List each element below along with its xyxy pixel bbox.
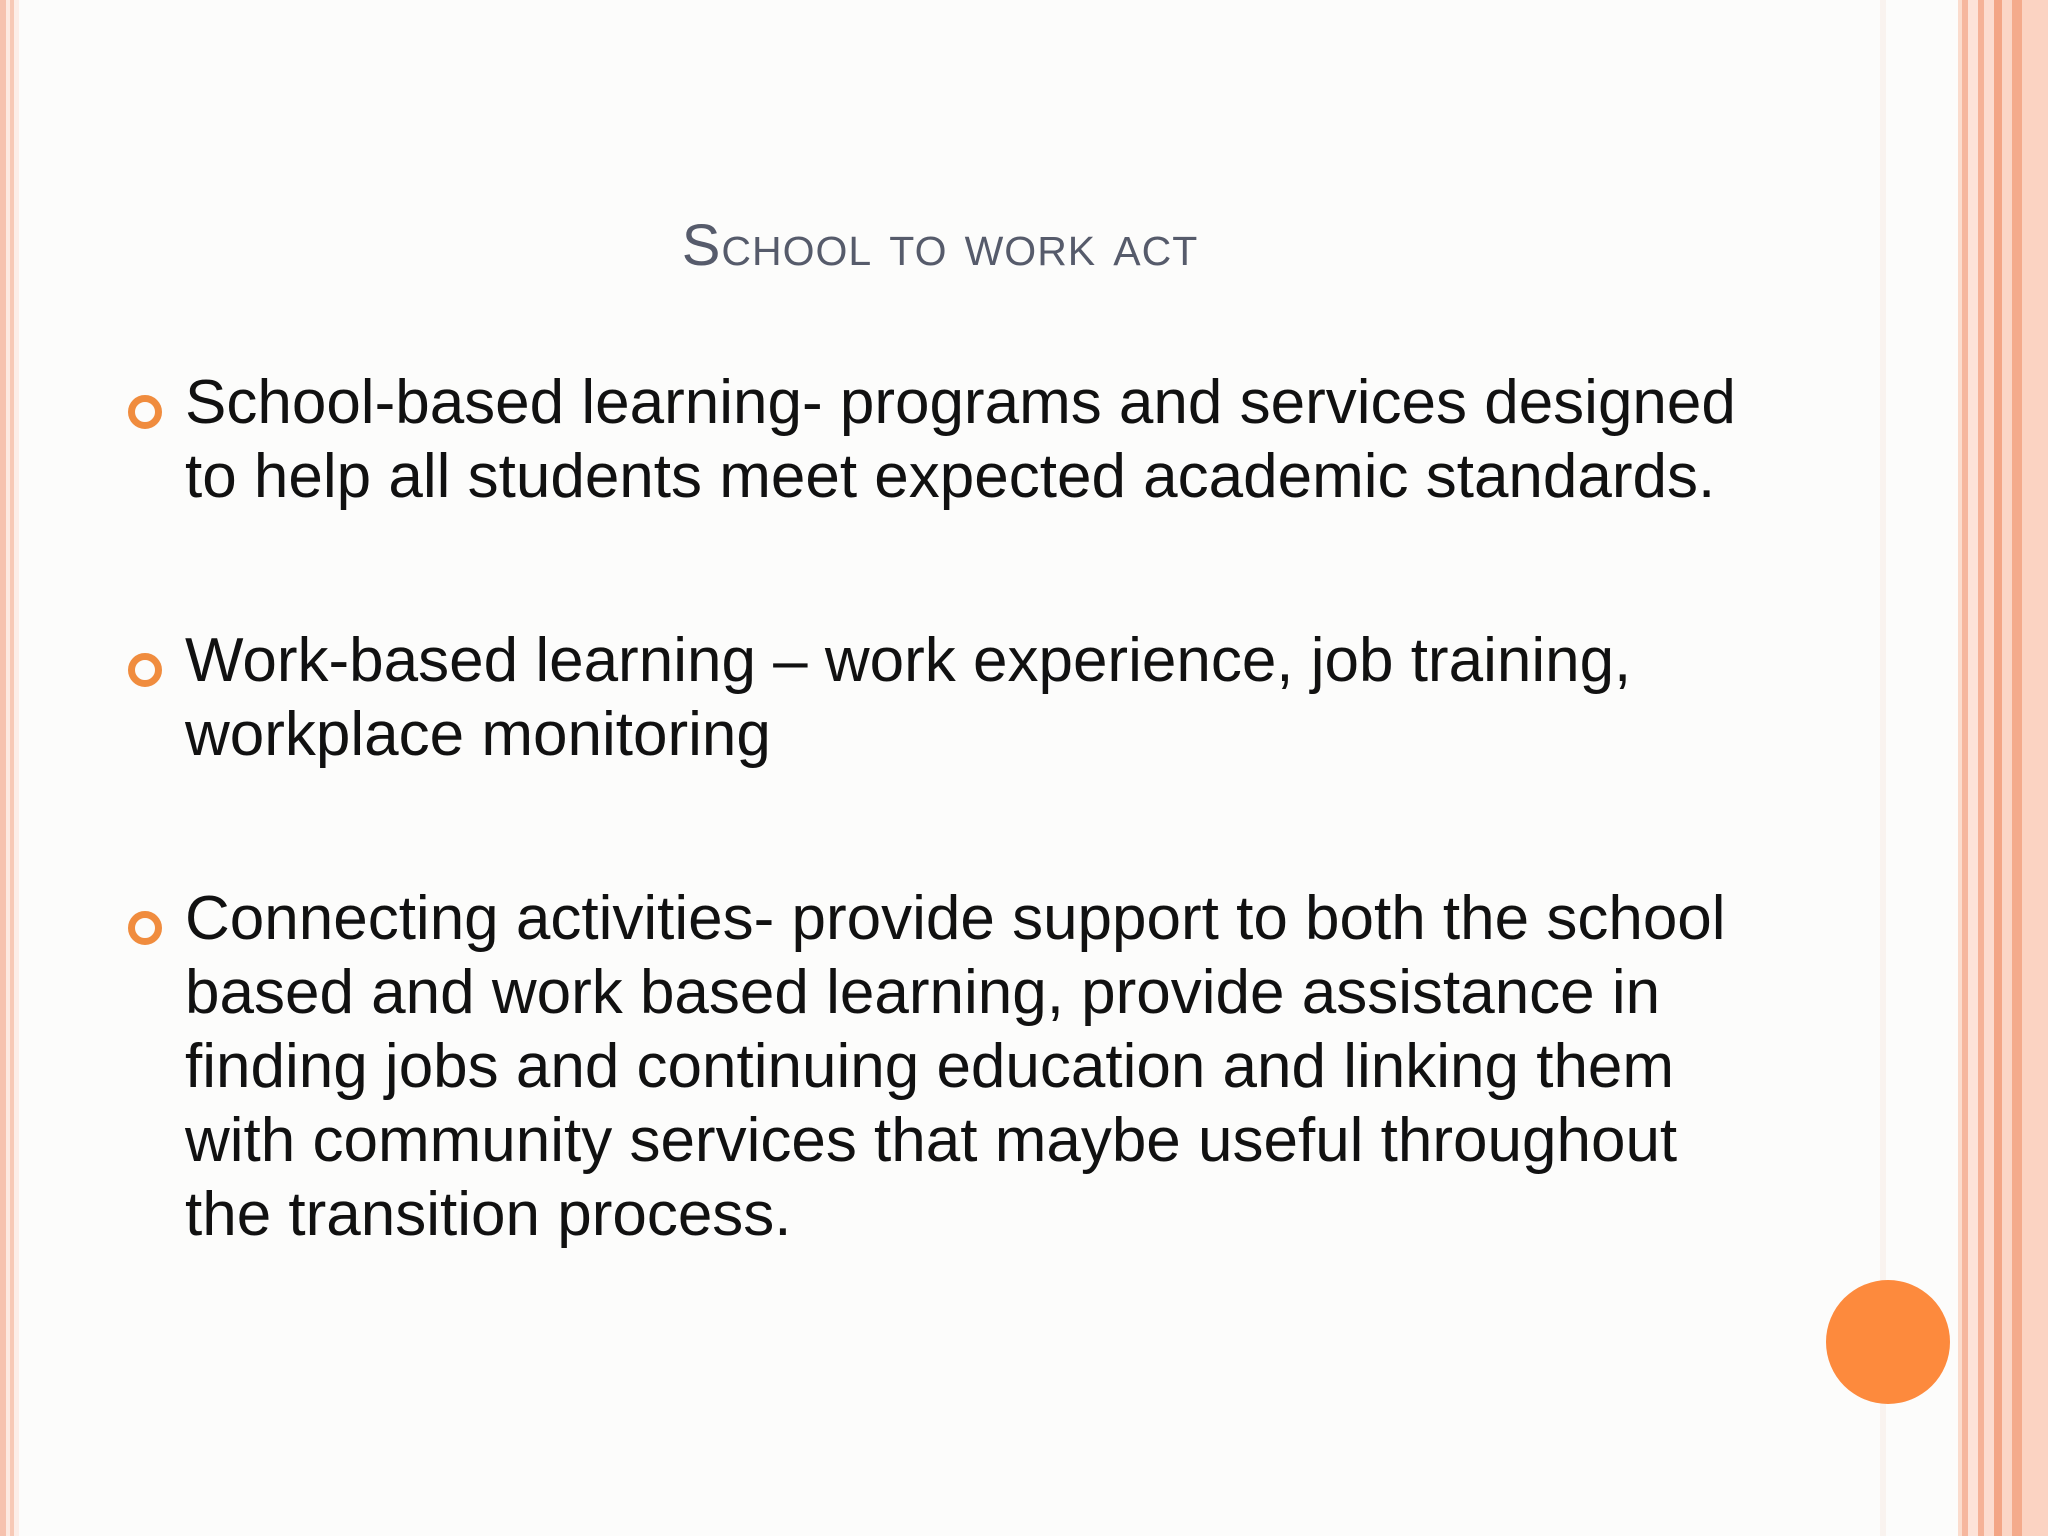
bullet-item	[120, 624, 1760, 772]
bullet-item	[120, 366, 1760, 514]
orange-circle-decoration	[1826, 1280, 1950, 1404]
slide-title: School to work act	[681, 213, 1199, 278]
right-frame-stripe	[1994, 0, 2002, 1536]
bullet-text: Connecting activities- provide support to both the school based and work based learning, provide assistance in finding jobs and continuing education and linking them with community services that maybe useful throughout the transition process.	[185, 884, 1726, 1249]
bullet-list	[120, 366, 1760, 1362]
ring-bullet-icon	[128, 911, 162, 945]
ring-bullet-icon	[128, 653, 162, 687]
right-frame-stripe	[1968, 0, 1978, 1536]
right-frame-stripe	[2012, 0, 2022, 1536]
bullet-text: School-based learning- programs and services designed to help all students meet expected academic standards.	[185, 368, 1736, 511]
bullet-text: Work-based learning – work experience, job training, workplace monitoring	[185, 626, 1632, 769]
right-frame-stripe	[2022, 0, 2048, 1536]
bullet-item	[120, 882, 1760, 1252]
ring-bullet-icon	[128, 395, 162, 429]
right-frame-stripe	[1984, 0, 1994, 1536]
right-frame-stripe	[2002, 0, 2012, 1536]
